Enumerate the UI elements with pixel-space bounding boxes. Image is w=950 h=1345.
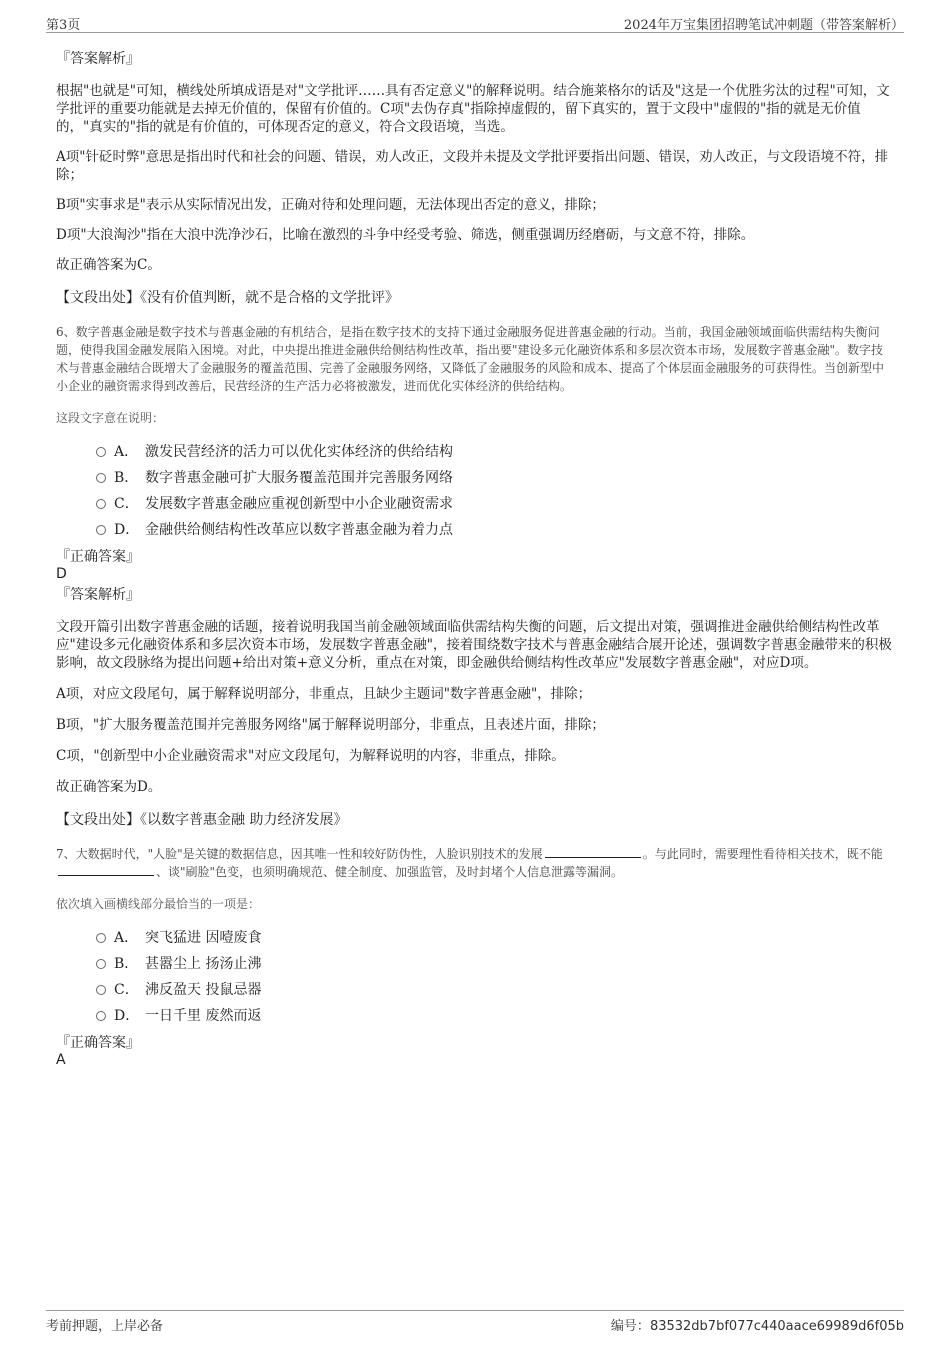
- q6-analysis-paragraph: C项，"创新型中小企业融资需求"对应文段尾句，为解释说明的内容，非重点，排除。: [56, 748, 565, 764]
- q5-analysis-paragraph: A项"针砭时弊"意思是指出时代和社会的问题、错误，劝人改正，文段并未提及文学批评要指出问题、错误，劝人改正，与文段语境不符，排除；: [56, 149, 889, 183]
- q6-option-b[interactable]: B． 数字普惠金融可扩大服务覆盖范围并完善服务网络: [56, 464, 894, 490]
- q5-analysis-paragraph: D项"大浪淘沙"指在大浪中洗净沙石，比喻在激烈的斗争中经受考验、筛选，侧重强调历经磨砺，与文意不符，排除。: [56, 227, 755, 243]
- radio-button[interactable]: [96, 525, 106, 535]
- radio-button[interactable]: [96, 985, 106, 995]
- q6-question-text: 6、数字普惠金融是数字技术与普惠金融的有机结合，是指在数字技术的支持下通过金融服务促进普惠金融的行动。当前，我国金融领域面临供需结构失衡问题，使得我国金融发展陷入困境。对此，中央提出推进金融供给侧结构性改革，指出要"建设多元化融资体系和多层次资本市场，发展数字普惠金融"。数字技术与普惠金融结合既增大了金融服务的覆盖范围、完善了金融服务网络，又降低了金融服务的风险和成本、提高了个体层面金融服务的可获得性。当创新型中小企业的融资需求得到改善后，民营经济的生产活力必将被激发，进而优化实体经济的供给结构。: [56, 325, 885, 393]
- q6-answer-label: 『正确答案』: [56, 549, 140, 565]
- q6-option-a[interactable]: A． 激发民营经济的活力可以优化实体经济的供给结构: [56, 438, 894, 464]
- q7-option-c[interactable]: C． 沸反盈天 投鼠忌器: [56, 976, 894, 1002]
- q7-answer-label: 『正确答案』: [56, 1035, 140, 1051]
- page-header: [46, 10, 904, 33]
- q5-source: 【文段出处】《没有价值判断，就不是合格的文学批评》: [56, 290, 399, 306]
- q6-analysis-paragraph: B项，"扩大服务覆盖范围并完善服务网络"属于解释说明部分，非重点，且表述片面，排除；: [56, 717, 605, 733]
- fill-blank: [545, 847, 641, 858]
- q6-source: 【文段出处】《以数字普惠金融 助力经济发展》: [56, 812, 348, 828]
- radio-button[interactable]: [96, 959, 106, 969]
- q7-option-b[interactable]: B． 甚嚣尘上 扬汤止沸: [56, 950, 894, 976]
- fill-blank: [58, 865, 154, 876]
- q6-analysis-paragraph: 文段开篇引出数字普惠金融的话题，接着说明我国当前金融领域面临供需结构失衡的问题，后文提出对策，强调推进金融供给侧结构性改革应"建设多元化融资体系和多层次资本市场，发展数字普惠金融"，接着围绕数字技术与普惠金融结合展开论述，强调数字普惠金融带来的积极影响，故文段脉络为提出问题+给出对策+意义分析，重点在对策，即金融供给侧结构性改革应"发展数字普惠金融"，对应D项。: [56, 619, 892, 671]
- q6-analysis-label: 『答案解析』: [56, 587, 140, 603]
- q6-options: [56, 438, 894, 542]
- q7-option-a[interactable]: A． 突飞猛进 因噎废食: [56, 924, 894, 950]
- q6-option-c[interactable]: C． 发展数字普惠金融应重视创新型中小企业融资需求: [56, 490, 894, 516]
- radio-button[interactable]: [96, 1011, 106, 1021]
- q7-answer: A: [56, 1052, 66, 1068]
- page-footer: [46, 1310, 904, 1335]
- radio-button[interactable]: [96, 499, 106, 509]
- document-title: 2024年万宝集团招聘笔试冲刺题（带答案解析）: [623, 18, 904, 33]
- footer-slogan: 考前押题，上岸必备: [46, 1319, 164, 1334]
- q5-analysis-paragraph: 根据"也就是"可知，横线处所填成语是对"文学批评……具有否定意义"的解释说明。结合施莱格尔的话及"这是一个优胜劣汰的过程"可知，文学批评的重要功能就是去掉无价值的，保留有价值的。C项"去伪存真"指除掉虚假的，留下真实的，置于文段中"虚假的"指的就是无价值的，"真实的"指的就是有价值的，可体现否定的意义，符合文段语境，当选。: [56, 83, 890, 135]
- q6-option-d[interactable]: D． 金融供给侧结构性改革应以数字普惠金融为着力点: [56, 516, 894, 542]
- q6-prompt: 这段文字意在说明：: [56, 411, 165, 425]
- q6-analysis-paragraph: 故正确答案为D。: [56, 779, 162, 795]
- radio-button[interactable]: [96, 447, 106, 457]
- q6-answer: D: [56, 566, 67, 582]
- q5-analysis-label: 『答案解析』: [56, 51, 140, 67]
- q5-analysis-paragraph: B项"实事求是"表示从实际情况出发，正确对待和处理问题，无法体现出否定的意义，排除；: [56, 197, 605, 213]
- q7-options: [56, 924, 894, 1028]
- document-code: 编号：83532db7bf077c440aace69989d6f05b: [610, 1319, 904, 1334]
- q7-option-d[interactable]: D． 一日千里 废然而返: [56, 1002, 894, 1028]
- radio-button[interactable]: [96, 933, 106, 943]
- radio-button[interactable]: [96, 473, 106, 483]
- q5-analysis-paragraph: 故正确答案为C。: [56, 257, 161, 273]
- q7-prompt: 依次填入画横线部分最恰当的一项是：: [56, 897, 261, 911]
- page-content: [56, 40, 894, 1068]
- q7-question-text: 7、大数据时代，"人脸"是关键的数据信息，因其唯一性和较好防伪性，人脸识别技术的发展 。与此同时，需要理性看待相关技术，既不能、谈"刷脸"色变，也须明确规范、健全制度、加强监管，及时封堵个人信息泄露等漏洞。: [56, 847, 883, 879]
- q6-analysis-paragraph: A项，对应文段尾句，属于解释说明部分，非重点，且缺少主题词"数字普惠金融"，排除；: [56, 686, 592, 702]
- page-number: 第3页: [46, 18, 81, 33]
